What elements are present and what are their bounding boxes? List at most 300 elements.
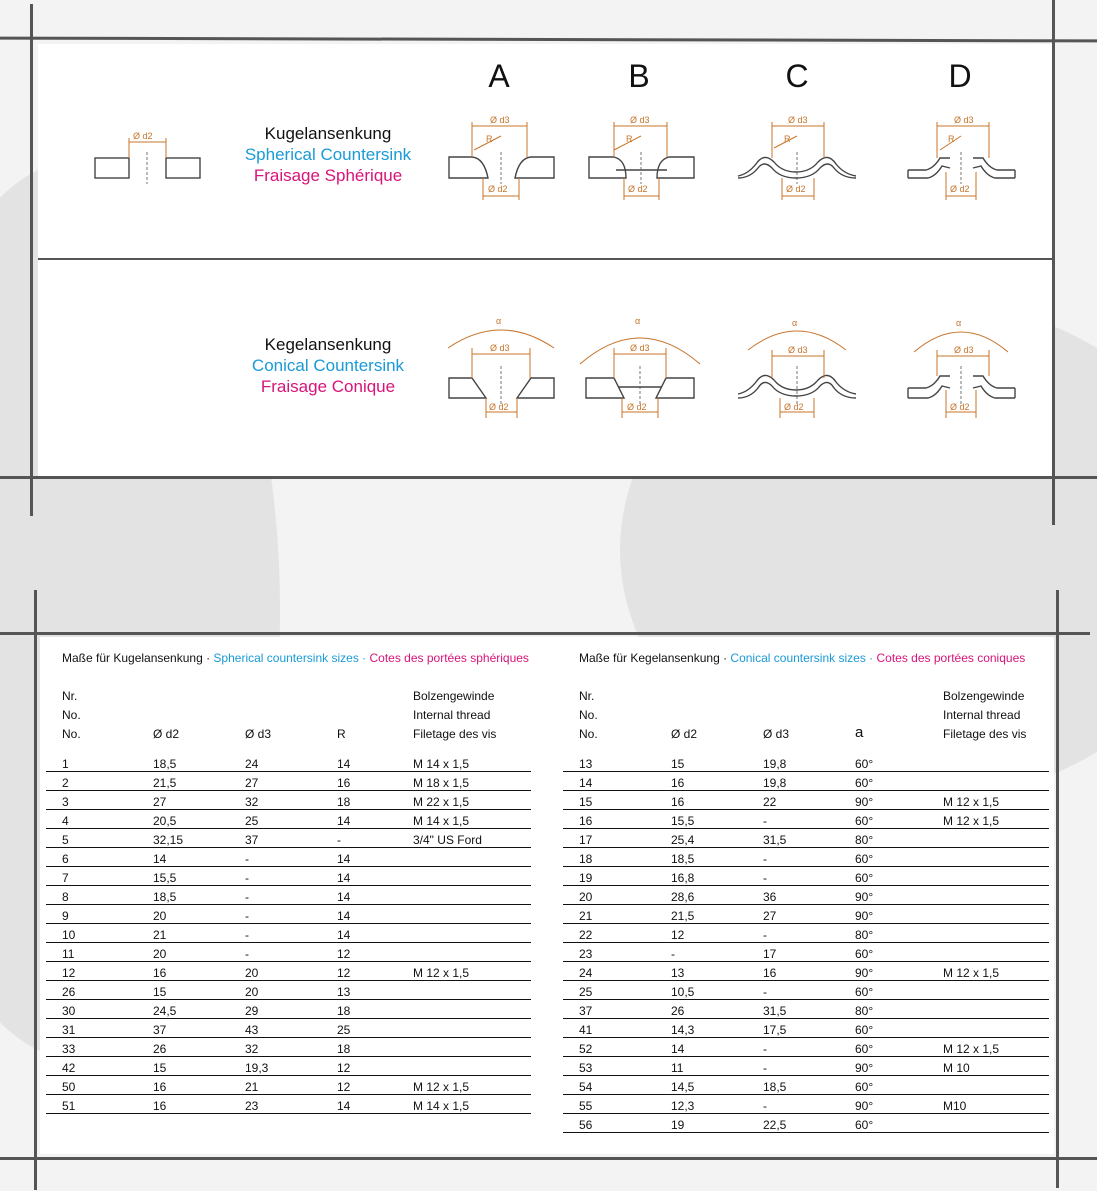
table-cell: 1 (46, 753, 137, 772)
table-cell: 13 (563, 753, 655, 772)
table-cell (397, 981, 531, 1000)
spherical-drawing-c (734, 112, 864, 207)
table-cell: 32 (229, 791, 321, 810)
table-cell: 18 (321, 1038, 397, 1057)
title-fr: Cotes des portées sphériques (369, 651, 529, 665)
table-row (563, 791, 1049, 810)
table-cell: 31,5 (747, 829, 839, 848)
table-cell (397, 924, 531, 943)
table-cell (927, 848, 1049, 867)
table-cell (927, 924, 1049, 943)
table-row (563, 848, 1049, 867)
table-cell: - (229, 848, 321, 867)
table-cell: 15 (563, 791, 655, 810)
table-cell: 14 (321, 905, 397, 924)
table-cell: 21 (229, 1076, 321, 1095)
table-cell: 28,6 (655, 886, 747, 905)
header-thread-en: Internal thread (943, 708, 1021, 722)
spherical-drawing-a (444, 112, 559, 207)
table-cell: - (229, 905, 321, 924)
table-cell: 18 (563, 848, 655, 867)
header-thread-fr: Filetage des vis (943, 727, 1027, 741)
table-cell: 17,5 (747, 1019, 839, 1038)
table-cell: 60° (839, 1038, 927, 1057)
table-row (46, 1000, 531, 1019)
table-row (563, 772, 1049, 791)
dim-d2-label: Ø d2 (950, 184, 970, 194)
table-cell: 19 (563, 867, 655, 886)
table-cell (927, 753, 1049, 772)
dim-d3-label: Ø d3 (490, 343, 510, 353)
dim-d2-label: Ø d2 (133, 131, 153, 141)
table-cell: 60° (839, 1114, 927, 1133)
table-cell: 33 (46, 1038, 137, 1057)
table-cell: 14 (321, 1095, 397, 1114)
table-cell: M 12 x 1,5 (927, 810, 1049, 829)
table-cell: 5 (46, 829, 137, 848)
table-cell: 14 (321, 848, 397, 867)
table-cell: - (747, 848, 839, 867)
dim-d3-label: Ø d3 (788, 345, 808, 355)
table-cell: 27 (137, 791, 229, 810)
conical-countersink-label (218, 334, 438, 397)
frame-line (34, 590, 37, 1190)
table-row (563, 753, 1049, 772)
table-cell: 80° (839, 1000, 927, 1019)
table-cell: M 12 x 1,5 (397, 962, 531, 981)
header-nr-en: No. (579, 708, 598, 722)
table-row (563, 886, 1049, 905)
table-cell: 60° (839, 753, 927, 772)
variant-letter-a: A (488, 58, 510, 94)
table-cell: 30 (46, 1000, 137, 1019)
dim-alpha-label: α (956, 318, 962, 328)
table-cell: 23 (563, 943, 655, 962)
title-en: Conical countersink sizes · (730, 651, 877, 665)
table-cell: 60° (839, 848, 927, 867)
conical-sizes-table (563, 684, 1049, 1133)
dim-d2-label: Ø d2 (489, 402, 509, 412)
table-cell: 18 (321, 1000, 397, 1019)
dim-d3-label: Ø d3 (954, 115, 974, 125)
table-cell: M 12 x 1,5 (927, 962, 1049, 981)
table-cell: 60° (839, 943, 927, 962)
dim-d3-label: Ø d3 (630, 343, 650, 353)
header-nr-fr: No. (579, 727, 598, 741)
table-cell: 12 (46, 962, 137, 981)
table-cell (927, 1114, 1049, 1133)
table-cell: 11 (46, 943, 137, 962)
frame-line (30, 4, 33, 516)
label-de: Kugelansenkung (264, 124, 392, 143)
table-cell: 14,5 (655, 1076, 747, 1095)
table-cell: M 14 x 1,5 (397, 1095, 531, 1114)
table-row (563, 981, 1049, 1000)
table-cell (927, 943, 1049, 962)
table-cell (927, 981, 1049, 1000)
table-cell: 42 (46, 1057, 137, 1076)
table-cell: 16 (655, 791, 747, 810)
table-cell: 90° (839, 791, 927, 810)
header-nr-en: No. (62, 708, 81, 722)
dim-r-label: R (784, 134, 791, 144)
table-cell: 22 (563, 924, 655, 943)
table-cell: 25,4 (655, 829, 747, 848)
table-cell: M 22 x 1,5 (397, 791, 531, 810)
table-cell: M 12 x 1,5 (927, 791, 1049, 810)
table-cell: 60° (839, 867, 927, 886)
table-cell: - (747, 1057, 839, 1076)
table-cell: 16 (747, 962, 839, 981)
table-cell (397, 1038, 531, 1057)
table-cell: - (747, 867, 839, 886)
frame-line (0, 632, 1090, 635)
table-row (563, 943, 1049, 962)
table-cell: 21 (137, 924, 229, 943)
table-cell: 14 (655, 1038, 747, 1057)
table-cell: 3 (46, 791, 137, 810)
table-cell: 14 (563, 772, 655, 791)
table-cell (397, 1000, 531, 1019)
table-row (46, 981, 531, 1000)
table-cell: 8 (46, 886, 137, 905)
table-cell: 20 (229, 962, 321, 981)
header-d3: Ø d3 (763, 727, 790, 741)
table-cell: - (229, 867, 321, 886)
table-cell: 18,5 (655, 848, 747, 867)
table-cell: M 12 x 1,5 (927, 1038, 1049, 1057)
label-fr: Fraisage Sphérique (253, 166, 403, 185)
table-cell: 36 (747, 886, 839, 905)
table-cell: 13 (321, 981, 397, 1000)
table-cell: - (321, 829, 397, 848)
table-cell: 60° (839, 1019, 927, 1038)
table-cell (397, 905, 531, 924)
header-nr-fr: No. (62, 727, 81, 741)
table-cell (397, 1057, 531, 1076)
table-cell: 3/4" US Ford (397, 829, 531, 848)
table-cell: 12 (321, 1076, 397, 1095)
table-cell: - (655, 943, 747, 962)
table-row (46, 1038, 531, 1057)
table-cell: - (229, 924, 321, 943)
label-en: Spherical Countersink (244, 145, 412, 164)
table-cell: M 14 x 1,5 (397, 753, 531, 772)
header-d2: Ø d2 (671, 727, 698, 741)
header-a: a (855, 724, 864, 741)
table-row (563, 1038, 1049, 1057)
table-cell: 41 (563, 1019, 655, 1038)
header-thread-fr: Filetage des vis (413, 727, 497, 741)
table-cell: 56 (563, 1114, 655, 1133)
variant-letter-d: D (948, 58, 972, 94)
table-row (563, 962, 1049, 981)
table-row (563, 1114, 1049, 1133)
variant-letter-b: B (628, 58, 650, 94)
table-row (46, 962, 531, 981)
table-row (563, 1000, 1049, 1019)
table-cell: M10 (927, 1095, 1049, 1114)
table-cell (927, 829, 1049, 848)
table-cell: 25 (563, 981, 655, 1000)
table-cell: 52 (563, 1038, 655, 1057)
table-cell: M 12 x 1,5 (397, 1076, 531, 1095)
table-row (46, 924, 531, 943)
conical-table-title (579, 651, 1025, 665)
title-de: Maße für Kegelansenkung · (579, 651, 731, 665)
table-cell: 21 (563, 905, 655, 924)
table-cell: 4 (46, 810, 137, 829)
table-cell (397, 886, 531, 905)
label-en: Conical Countersink (251, 356, 405, 375)
table-cell: 14 (321, 810, 397, 829)
table-cell: 17 (563, 829, 655, 848)
table-cell: 26 (46, 981, 137, 1000)
table-cell: 60° (839, 1076, 927, 1095)
table-cell: - (747, 981, 839, 1000)
table-cell: 24 (229, 753, 321, 772)
header-r: R (337, 727, 346, 741)
label-fr: Fraisage Conique (260, 377, 396, 396)
table-cell: 16 (137, 1076, 229, 1095)
table-cell: 90° (839, 962, 927, 981)
dim-d2-label: Ø d2 (627, 402, 647, 412)
table-cell: 20 (137, 943, 229, 962)
table-row (563, 829, 1049, 848)
table-row (46, 867, 531, 886)
table-cell: M 14 x 1,5 (397, 810, 531, 829)
header-d2: Ø d2 (153, 727, 180, 741)
table-row (46, 1095, 531, 1114)
frame-line (0, 37, 1097, 43)
dim-alpha-label: α (496, 316, 502, 326)
table-cell (397, 848, 531, 867)
table-cell: - (747, 1095, 839, 1114)
table-cell: 19,8 (747, 772, 839, 791)
table-cell: 18,5 (137, 886, 229, 905)
header-nr-de: Nr. (579, 689, 595, 703)
dim-alpha-label: α (792, 318, 798, 328)
dim-d2-label: Ø d2 (784, 402, 804, 412)
table-cell: 7 (46, 867, 137, 886)
table-cell: 60° (839, 981, 927, 1000)
title-en: Spherical countersink sizes · (213, 651, 370, 665)
table-cell: 16 (137, 1095, 229, 1114)
variant-letter-c: C (785, 58, 809, 94)
table-cell: 37 (563, 1000, 655, 1019)
table-cell: 26 (655, 1000, 747, 1019)
table-cell: 11 (655, 1057, 747, 1076)
table-cell: 25 (321, 1019, 397, 1038)
label-de: Kegelansenkung (264, 335, 392, 354)
table-row (46, 829, 531, 848)
table-cell: 19,8 (747, 753, 839, 772)
frame-line (0, 1157, 1097, 1160)
dim-r-label: R (948, 134, 955, 144)
table-cell: 60° (839, 772, 927, 791)
table-cell: 21,5 (655, 905, 747, 924)
dim-r-label: R (486, 134, 493, 144)
table-cell: 90° (839, 1095, 927, 1114)
spherical-countersink-label (218, 123, 438, 186)
base-plate-drawing (90, 128, 205, 184)
table-cell: 54 (563, 1076, 655, 1095)
header-nr-de: Nr. (62, 689, 78, 703)
table-cell: 51 (46, 1095, 137, 1114)
table-cell (927, 867, 1049, 886)
table-cell: 6 (46, 848, 137, 867)
table-cell: 19 (655, 1114, 747, 1133)
table-cell (927, 1019, 1049, 1038)
table-cell: 26 (137, 1038, 229, 1057)
table-cell (927, 905, 1049, 924)
conical-drawing-a (444, 312, 559, 424)
table-cell: 14 (321, 924, 397, 943)
frame-line (0, 476, 1097, 479)
header-thread-de: Bolzengewinde (413, 689, 495, 703)
conical-drawing-b (578, 312, 703, 424)
table-row (563, 867, 1049, 886)
table-cell: 20 (229, 981, 321, 1000)
table-row (563, 1057, 1049, 1076)
header-thread-de: Bolzengewinde (943, 689, 1025, 703)
table-cell (397, 943, 531, 962)
table-cell (397, 1019, 531, 1038)
table-cell: - (747, 1038, 839, 1057)
table-cell: 14 (137, 848, 229, 867)
table-cell: 53 (563, 1057, 655, 1076)
table-cell (927, 1000, 1049, 1019)
table-cell: - (747, 924, 839, 943)
table-cell: 15 (137, 1057, 229, 1076)
dim-d2-label: Ø d2 (950, 402, 970, 412)
table-cell: 16 (563, 810, 655, 829)
table-cell: - (747, 810, 839, 829)
table-cell: 20 (137, 905, 229, 924)
table-cell: 14 (321, 753, 397, 772)
table-cell: 25 (229, 810, 321, 829)
table-cell: - (229, 886, 321, 905)
dim-r-label: R (626, 134, 633, 144)
table-cell: 18 (321, 791, 397, 810)
table-row (46, 810, 531, 829)
table-cell (397, 867, 531, 886)
title-de: Maße für Kugelansenkung · (62, 651, 214, 665)
dim-d3-label: Ø d3 (788, 115, 808, 125)
title-fr: Cotes des portées coniques (876, 651, 1026, 665)
table-row (46, 905, 531, 924)
table-cell: 14 (321, 886, 397, 905)
table-cell: 29 (229, 1000, 321, 1019)
dim-d3-label: Ø d3 (954, 345, 974, 355)
table-cell: 90° (839, 886, 927, 905)
table-cell (927, 772, 1049, 791)
table-cell: 31,5 (747, 1000, 839, 1019)
dim-d2-label: Ø d2 (488, 184, 508, 194)
table-cell: 15 (137, 981, 229, 1000)
dim-d3-label: Ø d3 (490, 115, 510, 125)
table-cell: 18,5 (137, 753, 229, 772)
table-cell: 15,5 (137, 867, 229, 886)
table-cell: 13 (655, 962, 747, 981)
spherical-sizes-table (46, 684, 531, 1114)
table-row (46, 886, 531, 905)
spherical-drawing-b (584, 112, 699, 207)
table-cell: 32 (229, 1038, 321, 1057)
table-cell: 12,3 (655, 1095, 747, 1114)
table-row (563, 905, 1049, 924)
table-cell: 14 (321, 867, 397, 886)
header-d3: Ø d3 (245, 727, 272, 741)
table-row (46, 791, 531, 810)
dim-d3-label: Ø d3 (630, 115, 650, 125)
table-cell: 55 (563, 1095, 655, 1114)
table-cell: 16 (655, 772, 747, 791)
table-cell: 2 (46, 772, 137, 791)
table-cell: 80° (839, 829, 927, 848)
table-cell: 50 (46, 1076, 137, 1095)
table-cell: 20 (563, 886, 655, 905)
dim-alpha-label: α (635, 316, 641, 326)
table-cell: 32,15 (137, 829, 229, 848)
dim-d2-label: Ø d2 (786, 184, 806, 194)
table-cell: 15 (655, 753, 747, 772)
table-row (563, 924, 1049, 943)
table-row (46, 1076, 531, 1095)
table-cell: 21,5 (137, 772, 229, 791)
table-cell: 12 (321, 943, 397, 962)
table-cell: 19,3 (229, 1057, 321, 1076)
frame-line (1056, 590, 1059, 1188)
table-cell: 14,3 (655, 1019, 747, 1038)
table-cell: 37 (229, 829, 321, 848)
table-row (563, 1095, 1049, 1114)
dim-d2-label: Ø d2 (628, 184, 648, 194)
table-cell: 12 (655, 924, 747, 943)
table-row (563, 810, 1049, 829)
table-cell: 24,5 (137, 1000, 229, 1019)
spherical-drawing-d (904, 112, 1019, 207)
table-row (46, 753, 531, 772)
table-cell: 16 (321, 772, 397, 791)
table-cell: M 18 x 1,5 (397, 772, 531, 791)
table-row (46, 848, 531, 867)
table-cell: 27 (747, 905, 839, 924)
table-cell: 9 (46, 905, 137, 924)
table-row (46, 943, 531, 962)
spherical-table-title (62, 651, 529, 665)
table-cell (927, 1076, 1049, 1095)
header-thread-en: Internal thread (413, 708, 491, 722)
conical-drawing-d (904, 312, 1019, 424)
table-row (563, 1076, 1049, 1095)
table-cell: 16,8 (655, 867, 747, 886)
table-cell: 10 (46, 924, 137, 943)
table-row (46, 1057, 531, 1076)
table-cell: 31 (46, 1019, 137, 1038)
table-cell: 22 (747, 791, 839, 810)
table-cell: 80° (839, 924, 927, 943)
table-row (563, 1019, 1049, 1038)
table-cell: M 10 (927, 1057, 1049, 1076)
table-row (46, 772, 531, 791)
table-cell: 20,5 (137, 810, 229, 829)
table-cell: 27 (229, 772, 321, 791)
table-cell: 60° (839, 810, 927, 829)
table-cell: 90° (839, 905, 927, 924)
table-cell: 37 (137, 1019, 229, 1038)
table-cell: 17 (747, 943, 839, 962)
